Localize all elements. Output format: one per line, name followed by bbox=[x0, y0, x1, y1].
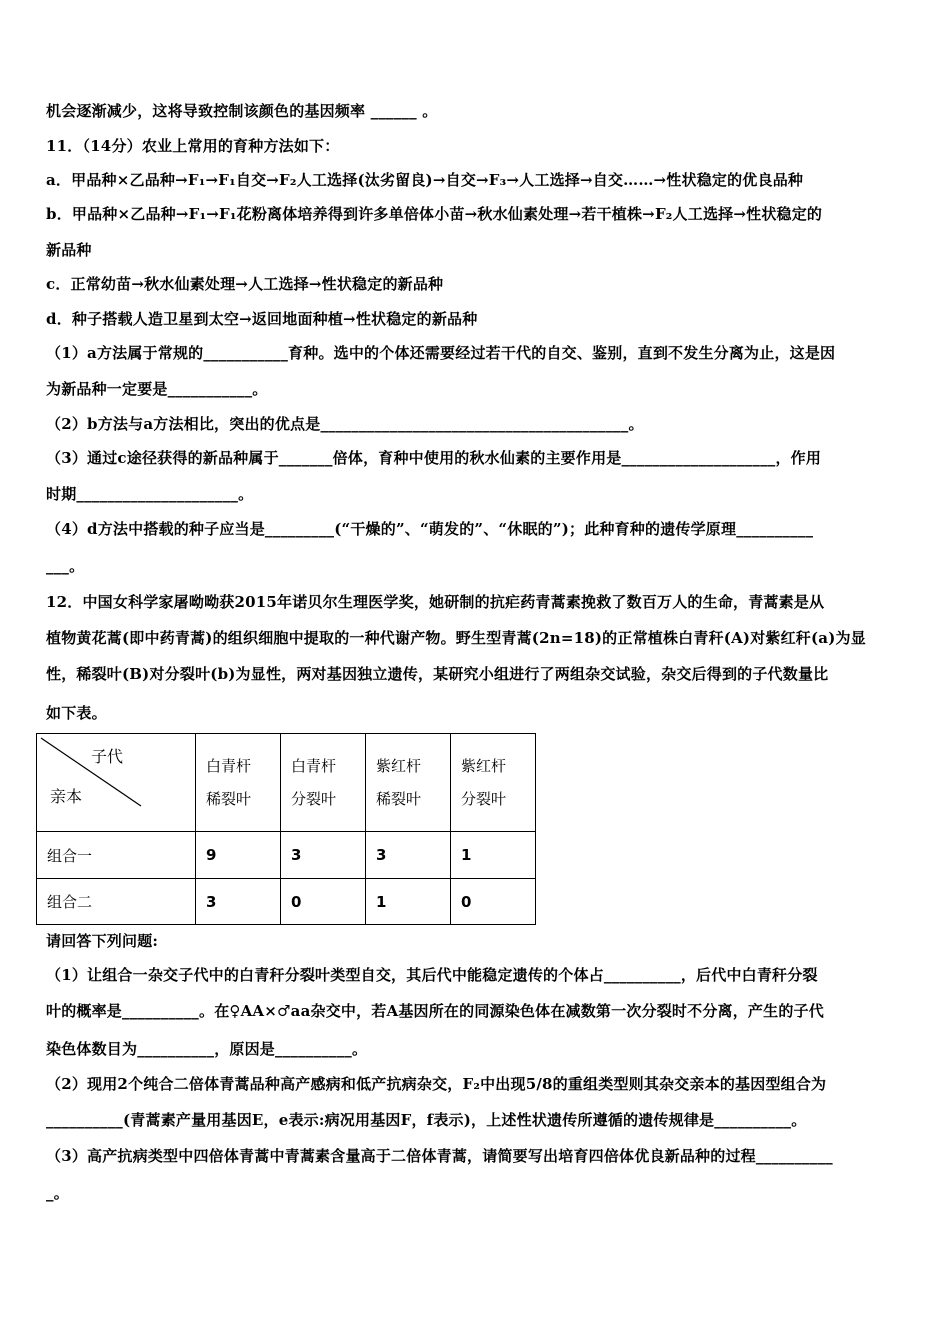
method-a: a．甲品种×乙品种→F₁→F₁自交→F₂人工选择(汰劣留良)→自交→F₃→人工选择→自交……→性状稳定的优良品种 bbox=[46, 171, 804, 189]
method-b-cont: 新品种 bbox=[46, 241, 92, 259]
table-row bbox=[37, 832, 536, 879]
row-label: 组合二 bbox=[37, 879, 196, 925]
column-header bbox=[281, 734, 366, 832]
corner-label-parents: 亲本 bbox=[50, 787, 83, 806]
q12-part1: （1）让组合一杂交子代中的白青秆分裂叶类型自交，其后代中能稳定遗传的个体占__________，后代中白青秆分裂 bbox=[46, 966, 818, 984]
q11-part3: （3）通过c途径获得的新品种属于_______倍体，育种中使用的秋水仙素的主要作用是____________________，作用 bbox=[46, 449, 822, 467]
method-d: d．种子搭载人造卫星到太空→返回地面种植→性状稳定的新品种 bbox=[46, 310, 478, 328]
q12-prompt: 请回答下列问题: bbox=[46, 932, 159, 950]
column-header-line: 稀裂叶 bbox=[376, 789, 422, 808]
table-cell: 9 bbox=[196, 832, 281, 879]
q11-part4: （4）d方法中搭载的种子应当是_________(“干燥的”、“萌发的”、“休眠的”)；此种育种的遗传学原理__________ bbox=[46, 520, 814, 538]
q11-part3-cont: 时期_____________________。 bbox=[46, 485, 254, 503]
q11-part2: （2）b方法与a方法相比，突出的优点是________________________________________。 bbox=[46, 415, 644, 433]
method-b: b．甲品种×乙品种→F₁→F₁花粉离体培养得到许多单倍体小苗→秋水仙素处理→若干植株→F₂人工选择→性状稳定的 bbox=[46, 205, 823, 223]
column-header-line: 分裂叶 bbox=[291, 789, 337, 808]
table-cell: 3 bbox=[196, 879, 281, 925]
table-cell: 1 bbox=[451, 832, 536, 879]
question-11-header: 11．（14分）农业上常用的育种方法如下： bbox=[46, 137, 340, 155]
column-header bbox=[366, 734, 451, 832]
column-header-line: 白青杆 bbox=[291, 756, 337, 775]
table-cell: 0 bbox=[451, 879, 536, 925]
question-12-header: 12．中国女科学家屠呦呦获2015年诺贝尔生理医学奖，她研制的抗疟药青蒿素挽救了数百万人的生命，青蒿素是从 bbox=[46, 593, 825, 611]
cross-results-table bbox=[36, 733, 536, 925]
table-cell: 0 bbox=[281, 879, 366, 925]
table-corner-cell bbox=[37, 734, 196, 832]
row-label: 组合一 bbox=[37, 832, 196, 879]
q11-part1-cont: 为新品种一定要是___________。 bbox=[46, 380, 268, 398]
table-cell: 1 bbox=[366, 879, 451, 925]
q11-part4-cont: ___。 bbox=[46, 557, 85, 575]
q12-text: 性，稀裂叶(B)对分裂叶(b)为显性，两对基因独立遗传，某研究小组进行了两组杂交试验，杂交后得到的子代数量比 bbox=[46, 665, 829, 683]
column-header-line: 白青杆 bbox=[206, 756, 252, 775]
method-c: c．正常幼苗→秋水仙素处理→人工选择→性状稳定的新品种 bbox=[46, 275, 444, 293]
column-header bbox=[451, 734, 536, 832]
q12-part1-cont: 叶的概率是__________。在♀AA×♂aa杂交中，若A基因所在的同源染色体在减数第一次分裂时不分离，产生的子代 bbox=[46, 1002, 824, 1020]
q12-part3-cont: _。 bbox=[46, 1184, 69, 1202]
table-cell: 3 bbox=[366, 832, 451, 879]
q12-part1-cont: 染色体数目为__________，原因是__________。 bbox=[46, 1040, 368, 1058]
column-header-line: 稀裂叶 bbox=[206, 789, 252, 808]
q11-part1: （1）a方法属于常规的___________育种。选中的个体还需要经过若干代的自交、鉴别，直到不发生分离为止，这是因 bbox=[46, 344, 836, 362]
column-header-line: 紫红杆 bbox=[376, 756, 422, 775]
table-row bbox=[37, 879, 536, 925]
text-line: 机会逐渐减少，这将导致控制该颜色的基因频率 ______ 。 bbox=[46, 102, 438, 120]
q12-part2: （2）现用2个纯合二倍体青蒿品种高产感病和低产抗病杂交，F₂中出现5/8的重组类型则其杂交亲本的基因型组合为 bbox=[46, 1075, 827, 1093]
table-cell: 3 bbox=[281, 832, 366, 879]
q12-text: 如下表。 bbox=[46, 704, 107, 722]
table-header-row bbox=[37, 734, 536, 832]
column-header-line: 分裂叶 bbox=[461, 789, 507, 808]
column-header-line: 紫红杆 bbox=[461, 756, 507, 775]
column-header bbox=[196, 734, 281, 832]
q12-part3: （3）高产抗病类型中四倍体青蒿中青蒿素含量高于二倍体青蒿，请简要写出培育四倍体优良新品种的过程__________ bbox=[46, 1147, 833, 1165]
q12-part2-cont: __________(青蒿素产量用基因E，e表示:病况用基因F，f表示)，上述性状遗传所遵循的遗传规律是__________。 bbox=[46, 1111, 807, 1129]
q12-text: 植物黄花蒿(即中药青蒿)的组织细胞中提取的一种代谢产物。野生型青蒿(2n=18)的正常植株白青秆(A)对紫红秆(a)为显 bbox=[46, 629, 866, 647]
corner-label-offspring: 子代 bbox=[91, 747, 124, 766]
